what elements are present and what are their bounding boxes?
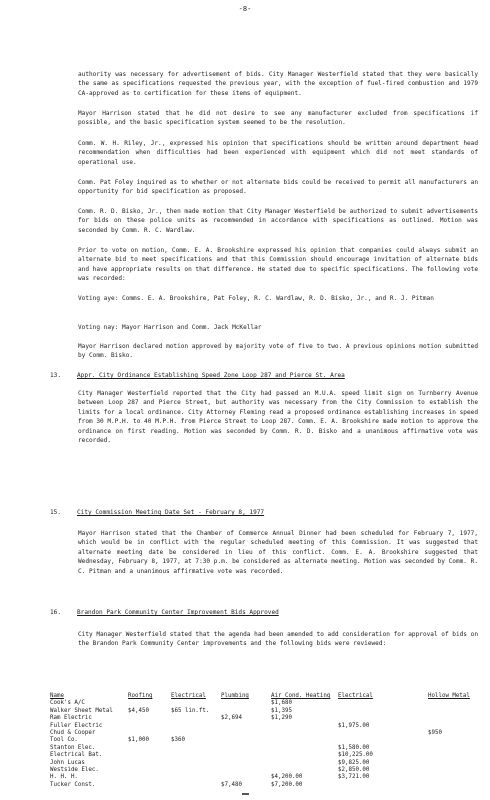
table-row <box>50 730 480 737</box>
section-title: City Commission Meeting Date Set - February 8, 1977 <box>77 509 265 516</box>
section-title: Appr. City Ordinance Establishing Speed Zone Loop 287 and Pierce St. Area <box>77 372 345 379</box>
table-row <box>50 700 480 707</box>
bid-amount-cell: $3,721.00 <box>338 774 370 781</box>
bid-amount-cell: $360 <box>171 737 185 744</box>
section-number: 13. <box>50 372 62 379</box>
paragraph-bids-reviewed: City Manager Westerfield stated that the agenda had been amended to add consideration for approval of bids on the Brandon Park Community Center improvements and the following bids were reviewed: <box>78 631 478 648</box>
bidder-name-cell: Stanton Elec. <box>50 744 96 751</box>
bid-amount-cell: $1,580.00 <box>338 744 370 751</box>
bid-amount-cell: $950 <box>428 729 442 736</box>
bidder-name-cell: Chud & Cooper <box>50 729 96 736</box>
bidder-name-cell: John Lucas <box>50 759 85 766</box>
table-header-cell: Plumbing <box>221 693 249 699</box>
bidder-name-cell: Tucker Const. <box>50 781 96 788</box>
table-row <box>50 782 480 789</box>
table-header-cell: Name <box>50 693 64 699</box>
bidder-name-cell: Fuller Electric <box>50 722 103 729</box>
bidder-name-cell: Electrical Bat. <box>50 752 103 759</box>
bid-amount-cell: $10,225.00 <box>338 752 373 759</box>
table-header-row <box>50 693 480 700</box>
bid-amount-cell: $7,200.00 <box>271 781 303 788</box>
bid-amount-cell: $7,480 <box>221 781 242 788</box>
table-header-cell: Electrical <box>338 693 373 699</box>
bids-table <box>50 693 480 789</box>
vote-nay-line: Voting nay: Mayor Harrison and Comm. Jack McKellar <box>78 324 262 331</box>
paragraph-mayor-declared: Mayor Harrison declared motion approved by majority vote of five to two. A previous opinions motion submitted by Comm. Bisko. <box>78 343 478 360</box>
paragraph-meeting-date: Mayor Harrison stated that the Chamber of Commerce Annual Dinner had been scheduled for February 7, 1977, which would be in conflict with the regular scheduled meeting of this Commission. It was suggested that alternate meeting date be considered in lieu of this conflict. Comm. E. A. Brookshire suggested that Wednesday, February 8, 1977, at 7:30 p.m. be considered as alternate meeting. Motion was seconded by Comm. R. C. Pitman and a unanimous affirmative vote was recorded. <box>78 530 478 575</box>
table-header-cell: Hollow Metal <box>428 693 470 699</box>
bidder-name-cell: Walker Sheet Metal <box>50 707 113 714</box>
paragraph-advertisement-authority: authority was necessary for advertisement of bids. City Manager Westerfield stated that they were basically the same as specifications requested the previous year, with the exception of fuel-fired combustion and 1979 CA-approved as to certification for these items of equipment. <box>78 71 478 97</box>
bid-amount-cell: $4,450 <box>128 707 149 714</box>
bid-amount-cell: $1,680 <box>271 700 292 707</box>
table-row <box>50 715 480 722</box>
paragraph-foley-inquiry: Comm. Pat Foley inquired as to whether or not alternate bids could be received to permit all manufacturers an opportunity for bid specification as proposed. <box>78 179 478 196</box>
section-number: 16. <box>50 609 62 616</box>
table-row <box>50 708 480 715</box>
bidder-name-cell: Cook's A/C <box>50 700 85 707</box>
table-body <box>50 700 480 789</box>
section-number: 15. <box>50 509 62 516</box>
bidder-name-cell: Ram Electric <box>50 715 92 722</box>
table-row <box>50 760 480 767</box>
table-row <box>50 745 480 752</box>
page-number: -8- <box>238 5 252 13</box>
paragraph-speed-zone: City Manager Westerfield reported that the City had passed an M.U.A. speed limit sign on Turnberry Avenue between Loop 287 and Pierce Street, but authority was necessary from the City Commission to establish the limits for a local ordinance. City Attorney Fleming read a proposed ordinance establishing increases in speed from 30 M.P.H. to 40 M.P.H. from Pierce Street to Loop 287. Comm. E. A. Brookshire made motion to approve the ordinance on first reading. Motion was seconded by Comm. R. D. Bisko and a unanimous affirmative vote was recorded. <box>78 390 478 445</box>
table-row <box>50 752 480 759</box>
bid-amount-cell: $1,395 <box>271 707 292 714</box>
vote-aye-line: Voting aye: Comms. E. A. Brookshire, Pat Foley, R. C. Wardlaw, R. D. Bisko, Jr., and R. J. Pitman <box>78 295 434 302</box>
bid-amount-cell: $1,975.00 <box>338 722 370 729</box>
bid-amount-cell: $4,200.00 <box>271 774 303 781</box>
table-header-cell: Roofing <box>128 693 153 699</box>
bid-amount-cell: $1,000 <box>128 737 149 744</box>
table-header-cell: Electrical <box>171 693 206 699</box>
bid-amount-cell: $9,825.00 <box>338 759 370 766</box>
paragraph-brookshire-opinion: Prior to vote on motion, Comm. E. A. Brookshire expressed his opinion that companies could always submit an alternate bid to meet specifications and that this Commission should encourage invitation of alternate bids and have appropriate results on that difference. He stated due to specific specifications. The following vote was recorded: <box>78 247 478 283</box>
bidder-name-cell: Westside Elec. <box>50 766 99 773</box>
bid-amount-cell: $1,290 <box>271 715 292 722</box>
paragraph-mayor-specifications: Mayor Harrison stated that he did not desire to see any manufacturer excluded from specifications if possible, and the basic specification system seemed to be the resolution. <box>78 110 478 127</box>
bid-amount-cell: $65 lin.ft. <box>171 707 210 714</box>
table-header-cell: Air Cond. Heating <box>271 693 331 699</box>
table-row <box>50 774 480 781</box>
section-title: Brandon Park Community Center Improvement Bids Approved <box>77 609 279 616</box>
table-row <box>50 737 480 744</box>
table-row <box>50 767 480 774</box>
paragraph-bisko-motion: Comm. R. D. Bisko, Jr., then made motion that City Manager Westerfield be authorized to submit advertisements for bids on these police units as recommended in accordance with specifications as outlined. Motion was seconded by Comm. R. C. Wardlaw. <box>78 208 478 234</box>
bid-amount-cell: $2,694 <box>221 715 242 722</box>
table-row <box>50 723 480 730</box>
bidder-name-cell: H. H. H. <box>50 774 78 781</box>
paragraph-riley-opinion: Comm. W. H. Riley, Jr., expressed his opinion that specifications should be written around department head recommendation when difficulties had been experienced with equipment which did not meet standards of operational use. <box>78 140 478 166</box>
bidder-name-cell: Tool Co. <box>50 737 78 744</box>
bid-amount-cell: $2,850.00 <box>338 766 370 773</box>
page-smudge <box>242 793 249 795</box>
